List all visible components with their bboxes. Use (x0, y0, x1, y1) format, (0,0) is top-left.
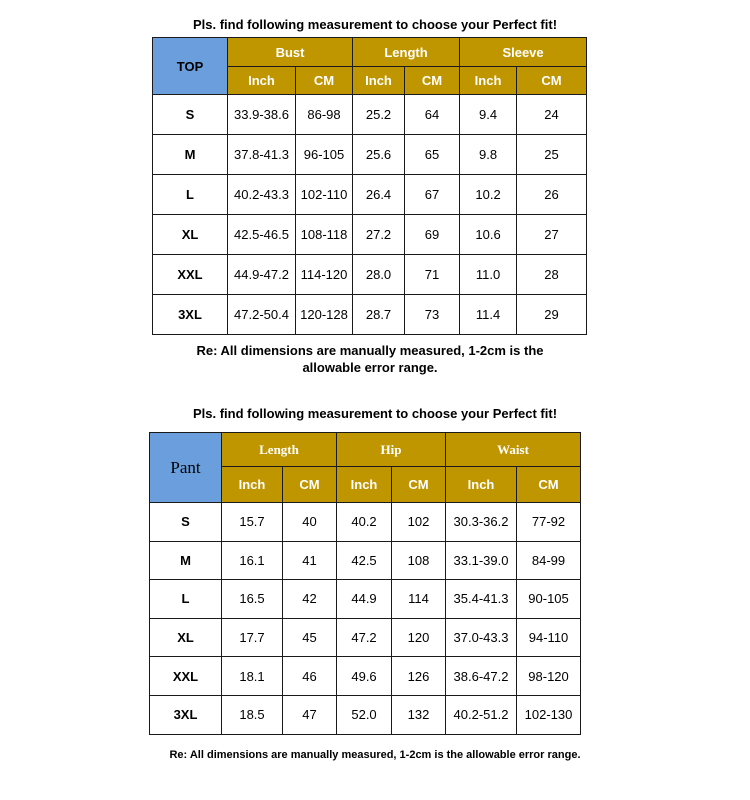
top-cell: 71 (405, 255, 460, 295)
top-cell: 42.5-46.5 (228, 215, 296, 255)
top-size-table (152, 37, 587, 335)
pant-cell: 42.5 (337, 541, 392, 580)
top-unit-header: Inch (353, 67, 405, 95)
pant-cell: 114 (392, 580, 446, 619)
pant-cell: 38.6-47.2 (446, 657, 517, 696)
top-unit-header: Inch (228, 67, 296, 95)
pant-size-label: L (150, 580, 222, 619)
pant-cell: 40.2 (337, 503, 392, 542)
pant-group-hip: Hip (337, 433, 446, 467)
top-cell: 102-110 (296, 175, 353, 215)
pant-cell: 94-110 (517, 618, 581, 657)
top-row (153, 215, 587, 255)
top-cell: 28.0 (353, 255, 405, 295)
top-row (153, 135, 587, 175)
pant-cell: 41 (283, 541, 337, 580)
top-cell: 25.6 (353, 135, 405, 175)
top-cell: 9.8 (460, 135, 517, 175)
pant-cell: 102-130 (517, 695, 581, 734)
top-cell: 65 (405, 135, 460, 175)
top-size-label: S (153, 95, 228, 135)
top-cell: 26.4 (353, 175, 405, 215)
top-group-bust: Bust (228, 38, 353, 67)
pant-cell: 33.1-39.0 (446, 541, 517, 580)
top-cell: 40.2-43.3 (228, 175, 296, 215)
pant-row (150, 541, 581, 580)
top-row (153, 95, 587, 135)
pant-corner-label: Pant (150, 433, 222, 503)
pant-cell: 102 (392, 503, 446, 542)
top-cell: 9.4 (460, 95, 517, 135)
pant-table-title: Pls. find following measurement to choose your Perfect fit! (192, 406, 558, 421)
pant-cell: 98-120 (517, 657, 581, 696)
pant-cell: 16.5 (222, 580, 283, 619)
pant-cell: 47.2 (337, 618, 392, 657)
top-cell: 27.2 (353, 215, 405, 255)
top-note-line2: allowable error range. (302, 360, 438, 375)
top-cell: 11.0 (460, 255, 517, 295)
pant-cell: 46 (283, 657, 337, 696)
top-cell: 33.9-38.6 (228, 95, 296, 135)
top-cell: 73 (405, 295, 460, 335)
top-unit-header: CM (296, 67, 353, 95)
pant-row (150, 503, 581, 542)
top-cell: 28.7 (353, 295, 405, 335)
pant-cell: 40.2-51.2 (446, 695, 517, 734)
top-cell: 86-98 (296, 95, 353, 135)
top-cell: 27 (517, 215, 587, 255)
pant-size-label: 3XL (150, 695, 222, 734)
top-cell: 69 (405, 215, 460, 255)
top-corner-label: TOP (153, 38, 228, 95)
pant-cell: 120 (392, 618, 446, 657)
pant-unit-header: Inch (337, 467, 392, 503)
pant-cell: 90-105 (517, 580, 581, 619)
top-unit-header: Inch (460, 67, 517, 95)
top-row (153, 255, 587, 295)
pant-row (150, 618, 581, 657)
pant-cell: 17.7 (222, 618, 283, 657)
pant-cell: 18.5 (222, 695, 283, 734)
top-cell: 25 (517, 135, 587, 175)
pant-cell: 132 (392, 695, 446, 734)
top-cell: 24 (517, 95, 587, 135)
pant-table-note: Re: All dimensions are manually measured, 1-2cm is the allowable error range. (169, 749, 581, 761)
pant-cell: 40 (283, 503, 337, 542)
pant-cell: 16.1 (222, 541, 283, 580)
pant-cell: 42 (283, 580, 337, 619)
pant-cell: 84-99 (517, 541, 581, 580)
top-cell: 67 (405, 175, 460, 215)
pant-group-length: Length (222, 433, 337, 467)
pant-size-label: S (150, 503, 222, 542)
top-cell: 96-105 (296, 135, 353, 175)
pant-unit-header: CM (517, 467, 581, 503)
top-cell: 47.2-50.4 (228, 295, 296, 335)
pant-unit-header: Inch (446, 467, 517, 503)
pant-cell: 30.3-36.2 (446, 503, 517, 542)
pant-cell: 47 (283, 695, 337, 734)
pant-cell: 45 (283, 618, 337, 657)
top-unit-header: CM (517, 67, 587, 95)
pant-size-label: XXL (150, 657, 222, 696)
pant-cell: 126 (392, 657, 446, 696)
top-cell: 37.8-41.3 (228, 135, 296, 175)
top-cell: 29 (517, 295, 587, 335)
pant-cell: 52.0 (337, 695, 392, 734)
pant-cell: 15.7 (222, 503, 283, 542)
top-cell: 28 (517, 255, 587, 295)
top-size-label: M (153, 135, 228, 175)
pant-cell: 37.0-43.3 (446, 618, 517, 657)
top-group-length: Length (353, 38, 460, 67)
top-table-title: Pls. find following measurement to choose your Perfect fit! (192, 17, 558, 32)
pant-group-waist: Waist (446, 433, 581, 467)
pant-row (150, 695, 581, 734)
pant-cell: 108 (392, 541, 446, 580)
pant-unit-header: CM (283, 467, 337, 503)
top-cell: 26 (517, 175, 587, 215)
top-cell: 25.2 (353, 95, 405, 135)
pant-cell: 44.9 (337, 580, 392, 619)
pant-size-label: M (150, 541, 222, 580)
top-cell: 10.6 (460, 215, 517, 255)
top-size-label: XL (153, 215, 228, 255)
top-size-label: L (153, 175, 228, 215)
top-note-line1: Re: All dimensions are manually measured, 1-2cm is the (196, 343, 544, 358)
top-group-sleeve: Sleeve (460, 38, 587, 67)
top-table-note (190, 342, 550, 376)
pant-cell: 35.4-41.3 (446, 580, 517, 619)
top-size-label: XXL (153, 255, 228, 295)
pant-row (150, 657, 581, 696)
top-row (153, 295, 587, 335)
pant-unit-header: CM (392, 467, 446, 503)
top-cell: 10.2 (460, 175, 517, 215)
pant-size-table (149, 432, 581, 735)
top-cell: 120-128 (296, 295, 353, 335)
top-unit-header: CM (405, 67, 460, 95)
top-cell: 44.9-47.2 (228, 255, 296, 295)
pant-unit-header: Inch (222, 467, 283, 503)
top-cell: 64 (405, 95, 460, 135)
top-row (153, 175, 587, 215)
pant-cell: 18.1 (222, 657, 283, 696)
top-cell: 114-120 (296, 255, 353, 295)
pant-cell: 49.6 (337, 657, 392, 696)
top-cell: 11.4 (460, 295, 517, 335)
pant-size-label: XL (150, 618, 222, 657)
top-cell: 108-118 (296, 215, 353, 255)
pant-cell: 77-92 (517, 503, 581, 542)
top-size-label: 3XL (153, 295, 228, 335)
pant-row (150, 580, 581, 619)
